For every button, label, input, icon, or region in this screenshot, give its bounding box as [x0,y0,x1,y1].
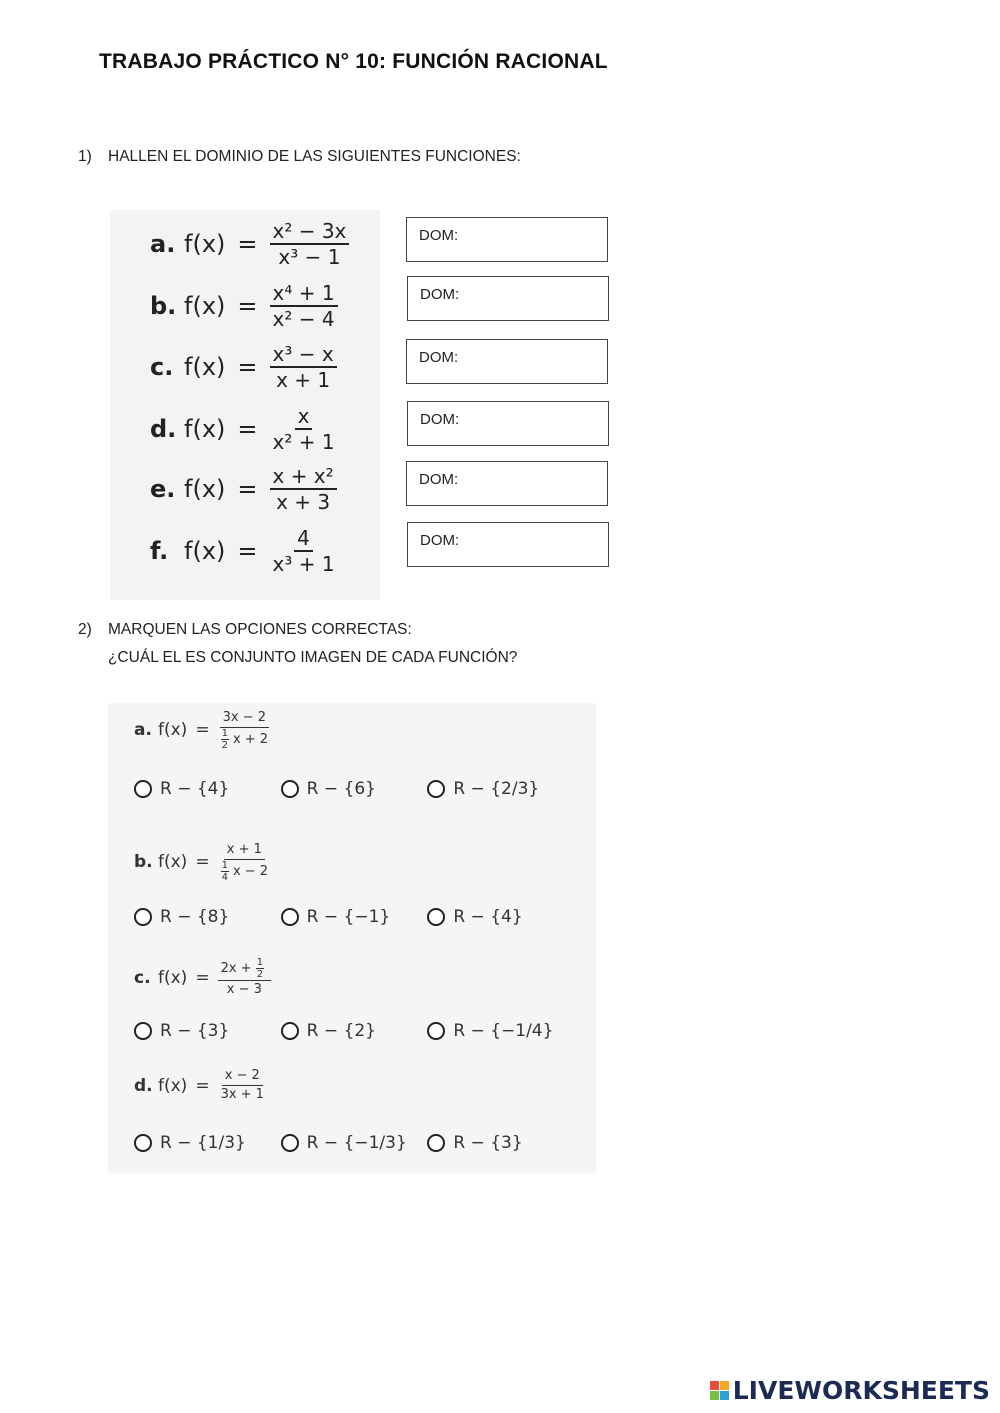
options-2c [134,1021,574,1041]
question-2-subtext: ¿CUÁL EL ES CONJUNTO IMAGEN DE CADA FUNCIÓN? [108,649,518,666]
numerator: x³ − x [270,342,337,368]
dom-answer-box-a[interactable] [406,217,608,262]
radio-button[interactable] [281,780,299,798]
dom-label: DOM: [419,227,459,244]
option-label: R − {1/3} [160,1133,246,1153]
function-2b [134,841,271,883]
dom-answer-box-c[interactable] [406,339,608,384]
logo-square [710,1391,719,1400]
mini-fraction [221,728,229,751]
option-label: R − {2/3} [453,779,540,799]
mini-fraction [256,957,264,980]
numerator: x − 2 [222,1067,263,1086]
option-label: R − {3} [453,1133,523,1153]
numerator: x⁴ + 1 [270,281,338,307]
item-letter: e. [150,475,176,503]
equals-sign: = [237,537,258,565]
mini-den: 2 [221,740,228,751]
equals-sign: = [237,353,258,381]
item-letter: d. [134,1075,153,1096]
function-b [150,280,338,332]
dom-label: DOM: [420,286,460,303]
function-2a [134,709,271,751]
option-label: R − {6} [306,779,376,799]
fraction [270,464,337,514]
option-label: R − {2} [306,1021,376,1041]
logo-square [720,1391,729,1400]
option[interactable] [134,1133,281,1153]
item-letter: c. [150,353,174,381]
function-name: f(x) [158,968,188,988]
radio-button[interactable] [427,908,445,926]
option-label: R − {8} [160,907,230,927]
fraction [270,404,338,454]
mini-num: 1 [221,728,228,739]
item-letter: a. [134,720,152,740]
item-letter: a. [150,230,176,258]
dom-answer-box-b[interactable] [407,276,609,321]
radio-button[interactable] [134,908,152,926]
numerator: 4 [294,526,313,552]
equals-sign: = [237,475,258,503]
logo-mark-icon [710,1381,729,1400]
option[interactable] [427,1021,574,1041]
radio-button[interactable] [427,1022,445,1040]
numerator: 3x − 2 [220,709,269,728]
option[interactable] [281,779,428,799]
equals-sign: = [237,415,258,443]
denominator: x³ − 1 [278,245,341,269]
option-label: R − {4} [453,907,523,927]
denominator: 3x + 1 [220,1087,264,1102]
denominator: x − 3 [226,982,262,997]
num-rest: 2x + [220,961,252,976]
numerator: x + 1 [224,841,265,860]
radio-button[interactable] [281,1022,299,1040]
option-label: R − {−1/3} [306,1133,407,1153]
item-letter: b. [150,292,177,320]
dom-label: DOM: [419,349,459,366]
option[interactable] [281,1021,428,1041]
item-letter: c. [134,968,151,988]
function-a [150,218,349,270]
function-2d [134,1067,267,1104]
logo-square [720,1381,729,1390]
equals-sign: = [195,852,210,872]
item-letter: d. [150,415,177,443]
function-name: f(x) [184,475,226,503]
den-rest: x + 2 [232,732,269,747]
den-rest: x − 2 [232,864,269,879]
function-name: f(x) [184,537,226,565]
function-2c [134,957,271,999]
option-label: R − {−1/4} [453,1021,554,1041]
fraction [270,342,337,392]
denominator [218,728,272,751]
fraction [218,957,272,999]
options-2d [134,1133,574,1153]
functions-image-1 [110,210,380,600]
option-label: R − {−1} [306,907,391,927]
function-name: f(x) [184,230,226,258]
dom-label: DOM: [420,411,460,428]
item-letter: b. [134,852,153,872]
option[interactable] [427,779,574,799]
mini-num: 1 [221,860,228,871]
radio-button[interactable] [134,1022,152,1040]
equals-sign: = [195,720,210,740]
fraction [218,841,272,883]
function-name: f(x) [158,852,188,872]
logo-square [710,1381,719,1390]
question-1 [78,148,521,166]
denominator: x² + 1 [272,430,335,454]
function-name: f(x) [158,720,188,740]
function-c [150,341,337,393]
denominator: x³ + 1 [272,552,335,576]
numerator [218,957,272,981]
dom-answer-box-d[interactable] [407,401,609,446]
options-2a [134,779,574,799]
fraction [218,1067,267,1104]
question-2-text: MARQUEN LAS OPCIONES CORRECTAS: [108,621,412,638]
question-1-text: HALLEN EL DOMINIO DE LAS SIGUIENTES FUNCIONES: [108,148,521,165]
function-name: f(x) [158,1075,188,1096]
option[interactable] [281,1133,428,1153]
functions-image-2 [108,703,596,1173]
option[interactable] [134,779,281,799]
function-f [150,525,338,577]
question-1-number: 1) [78,148,92,165]
function-d [150,403,338,455]
option[interactable] [427,907,574,927]
function-name: f(x) [184,415,226,443]
denominator [218,860,272,883]
dom-label: DOM: [420,532,460,549]
radio-button[interactable] [427,1134,445,1152]
liveworksheets-logo [710,1376,990,1405]
mini-den: 4 [221,872,228,883]
radio-button[interactable] [427,780,445,798]
option-label: R − {4} [160,779,230,799]
fraction [270,281,338,331]
denominator: x + 1 [276,368,331,392]
fraction [218,709,272,751]
radio-button[interactable] [134,780,152,798]
numerator: x + x² [270,464,337,490]
numerator: x [295,404,313,430]
radio-button[interactable] [281,908,299,926]
option[interactable] [134,1021,281,1041]
function-e [150,463,337,515]
mini-fraction [221,860,229,883]
equals-sign: = [237,292,258,320]
fraction [270,219,350,269]
equals-sign: = [237,230,258,258]
dom-answer-box-e[interactable] [406,461,608,506]
dom-answer-box-f[interactable] [407,522,609,567]
item-letter: f. [150,537,169,565]
radio-button[interactable] [134,1134,152,1152]
equals-sign: = [195,968,210,988]
mini-den: 2 [256,969,264,980]
question-2-number: 2) [78,621,92,638]
page-title: TRABAJO PRÁCTICO N° 10: FUNCIÓN RACIONAL [99,50,608,73]
logo-text: LIVEWORKSHEETS [732,1376,990,1405]
numerator: x² − 3x [270,219,350,245]
option[interactable] [134,907,281,927]
denominator: x + 3 [276,490,331,514]
function-name: f(x) [184,353,226,381]
fraction [270,526,338,576]
question-2 [78,621,412,639]
option-label: R − {3} [160,1021,230,1041]
dom-label: DOM: [419,471,459,488]
option[interactable] [427,1133,574,1153]
denominator: x² − 4 [272,307,335,331]
equals-sign: = [195,1075,210,1096]
mini-num: 1 [256,957,264,968]
function-name: f(x) [184,292,226,320]
options-2b [134,907,574,927]
radio-button[interactable] [281,1134,299,1152]
option[interactable] [281,907,428,927]
